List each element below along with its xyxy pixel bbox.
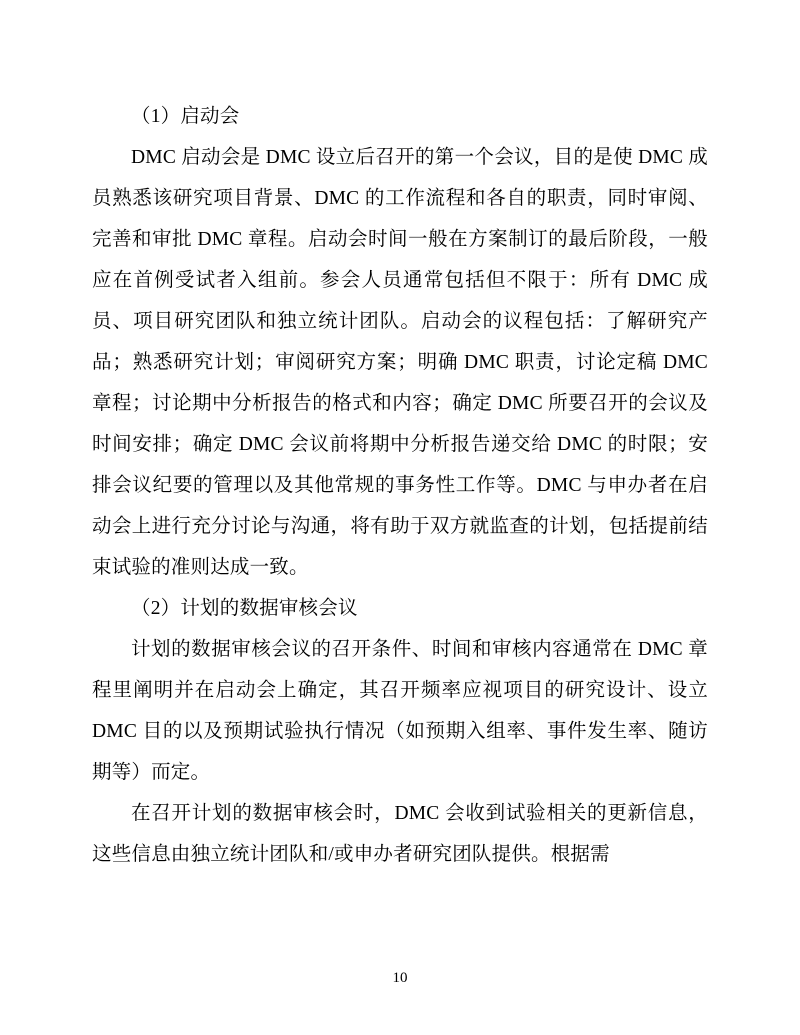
paragraph-1: DMC 启动会是 DMC 设立后召开的第一个会议，目的是使 DMC 成员熟悉该研究项目背景、DMC 的工作流程和各自的职责，同时审阅、完善和审批 DMC 章程。启动会时间一般在方案制订的最后阶段，一般应在首例受试者入组前。参会人员通常包括但不限于：所有 DMC 成员、项目研究团队和独立统计团队。启动会的议程包括：了解研究产品；熟悉研究计划；审阅研究方案；明确 DMC 职责，讨论定稿 DMC 章程；讨论期中分析报告的格式和内容；确定 DMC 所要召开的会议及时间安排；确定 DMC 会议前将期中分析报告递交给 DMC 的时限；安排会议纪要的管理以及其他常规的事务性工作等。DMC 与申办者在启动会上进行充分讨论与沟通，将有助于双方就监查的计划，包括提前结束试验的准则达成一致。 bbox=[92, 147, 708, 578]
document-body bbox=[92, 96, 708, 875]
section-heading-2: （2）计划的数据审核会议 bbox=[131, 598, 358, 619]
paragraph-3: 在召开计划的数据审核会时，DMC 会收到试验相关的更新信息，这些信息由独立统计团队和/或申办者研究团队提供。根据需 bbox=[92, 803, 708, 865]
page-number: 10 bbox=[392, 970, 408, 986]
section-heading-1: （1）启动会 bbox=[131, 106, 240, 127]
paragraph-2: 计划的数据审核会议的召开条件、时间和审核内容通常在 DMC 章程里阐明并在启动会上确定，其召开频率应视项目的研究设计、设立 DMC 目的以及预期试验执行情况（如预期入组率、事件发生率、随访期等）而定。 bbox=[92, 639, 708, 783]
